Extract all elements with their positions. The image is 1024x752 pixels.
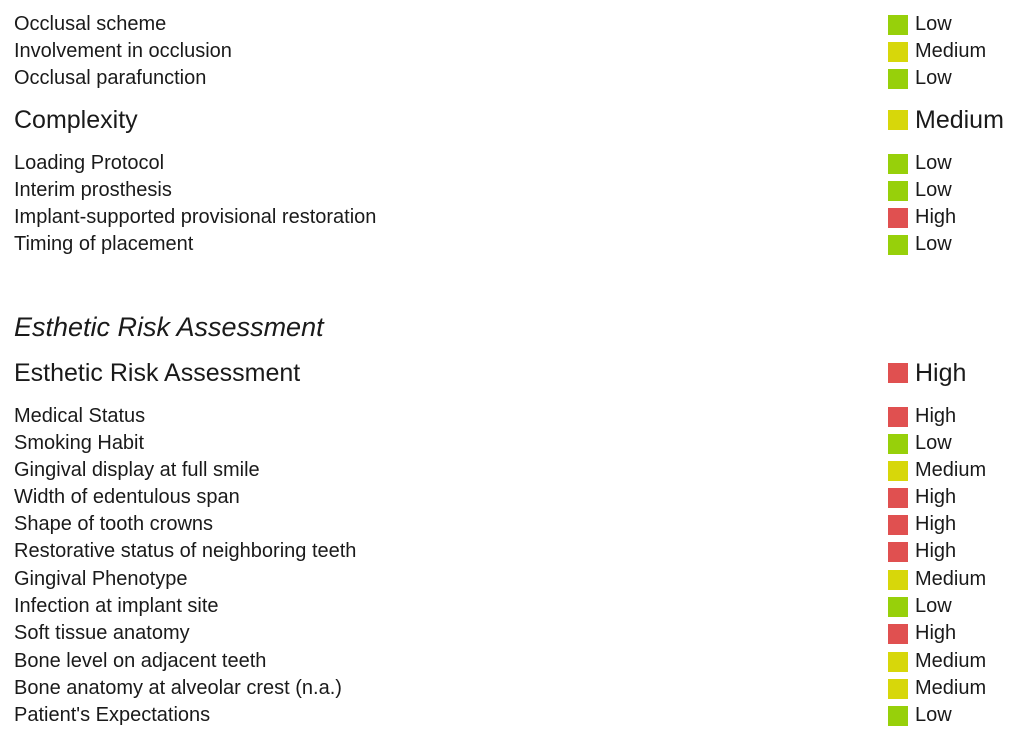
risk-level-swatch — [888, 461, 908, 481]
esthetic-row-edentulous-span — [14, 484, 1020, 510]
risk-level-swatch — [888, 15, 908, 35]
risk-rating-text: Medium — [915, 677, 987, 699]
risk-level-swatch — [888, 69, 908, 89]
risk-factor-label: Shape of tooth crowns — [14, 513, 214, 535]
risk-rating-text: High — [915, 513, 957, 535]
occlusion-row-involvement — [14, 38, 1020, 64]
risk-level-swatch — [888, 679, 908, 699]
complexity-summary-row — [14, 104, 1020, 136]
esthetic-row-gingival-display — [14, 457, 1020, 483]
occlusion-row-parafunction — [14, 65, 1020, 91]
risk-rating-text: Medium — [915, 459, 987, 481]
risk-level-swatch — [888, 181, 908, 201]
esthetic-row-soft-tissue — [14, 620, 1020, 646]
risk-level-swatch — [888, 208, 908, 228]
risk-rating-text: Low — [915, 432, 952, 454]
risk-rating-text: Low — [915, 595, 952, 617]
risk-factor-label: Medical Status — [14, 405, 146, 427]
risk-rating-text: High — [915, 206, 957, 228]
risk-rating-text: High — [915, 405, 957, 427]
risk-rating-text: High — [915, 622, 957, 644]
risk-factor-label: Restorative status of neighboring teeth — [14, 540, 357, 562]
complexity-heading: Complexity — [14, 106, 138, 134]
occlusion-row-occlusal-scheme — [14, 11, 1020, 37]
risk-factor-label: Gingival display at full smile — [14, 459, 260, 481]
risk-level-swatch — [888, 624, 908, 644]
risk-level-swatch — [888, 363, 908, 383]
risk-rating-text: Low — [915, 152, 952, 174]
risk-factor-label: Timing of placement — [14, 233, 194, 255]
risk-level-swatch — [888, 652, 908, 672]
risk-rating-text: Medium — [915, 106, 1004, 134]
risk-level-swatch — [888, 42, 908, 62]
risk-rating-text: Medium — [915, 568, 987, 590]
esthetic-row-smoking-habit — [14, 430, 1020, 456]
risk-rating-text: High — [915, 540, 957, 562]
risk-factor-label: Occlusal parafunction — [14, 67, 207, 89]
esthetic-summary-heading: Esthetic Risk Assessment — [14, 359, 301, 387]
risk-factor-label: Patient's Expectations — [14, 704, 211, 726]
esthetic-row-bone-level — [14, 648, 1020, 674]
complexity-row-loading-protocol — [14, 150, 1020, 176]
esthetic-row-tooth-crowns — [14, 511, 1020, 537]
risk-rating-text: High — [915, 486, 957, 508]
esthetic-row-neighboring-teeth — [14, 538, 1020, 564]
risk-level-swatch — [888, 407, 908, 427]
risk-factor-label: Implant-supported provisional restoration — [14, 206, 377, 228]
risk-factor-label: Involvement in occlusion — [14, 40, 232, 62]
risk-level-swatch — [888, 154, 908, 174]
risk-level-swatch — [888, 235, 908, 255]
complexity-row-interim-prosthesis — [14, 177, 1020, 203]
risk-rating-text: Low — [915, 13, 952, 35]
risk-level-swatch — [888, 597, 908, 617]
risk-rating-text: Low — [915, 233, 952, 255]
risk-rating-text: Low — [915, 704, 952, 726]
risk-factor-label: Soft tissue anatomy — [14, 622, 190, 644]
esthetic-row-patient-expectations — [14, 702, 1020, 728]
esthetic-row-gingival-phenotype — [14, 566, 1020, 592]
esthetic-summary-row — [14, 357, 1020, 389]
risk-factor-label: Occlusal scheme — [14, 13, 167, 35]
risk-factor-label: Interim prosthesis — [14, 179, 172, 201]
risk-level-swatch — [888, 515, 908, 535]
complexity-row-provisional-restoration — [14, 204, 1020, 230]
risk-level-swatch — [888, 570, 908, 590]
risk-factor-label: Loading Protocol — [14, 152, 165, 174]
risk-level-swatch — [888, 110, 908, 130]
risk-level-swatch — [888, 434, 908, 454]
esthetic-row-infection — [14, 593, 1020, 619]
complexity-row-timing-of-placement — [14, 231, 1020, 257]
risk-rating-text: Medium — [915, 650, 987, 672]
risk-factor-label: Infection at implant site — [14, 595, 219, 617]
esthetic-section-title: Esthetic Risk Assessment — [14, 312, 324, 342]
risk-rating-text: High — [915, 359, 967, 387]
risk-factor-label: Gingival Phenotype — [14, 568, 188, 590]
risk-factor-label: Bone anatomy at alveolar crest (n.a.) — [14, 677, 342, 699]
esthetic-row-bone-anatomy — [14, 675, 1020, 701]
risk-level-swatch — [888, 706, 908, 726]
risk-rating-text: Low — [915, 67, 952, 89]
risk-factor-label: Width of edentulous span — [14, 486, 240, 508]
risk-level-swatch — [888, 542, 908, 562]
risk-rating-text: Low — [915, 179, 952, 201]
risk-level-swatch — [888, 488, 908, 508]
risk-factor-label: Bone level on adjacent teeth — [14, 650, 267, 672]
risk-rating-text: Medium — [915, 40, 987, 62]
risk-factor-label: Smoking Habit — [14, 432, 145, 454]
esthetic-row-medical-status — [14, 403, 1020, 429]
